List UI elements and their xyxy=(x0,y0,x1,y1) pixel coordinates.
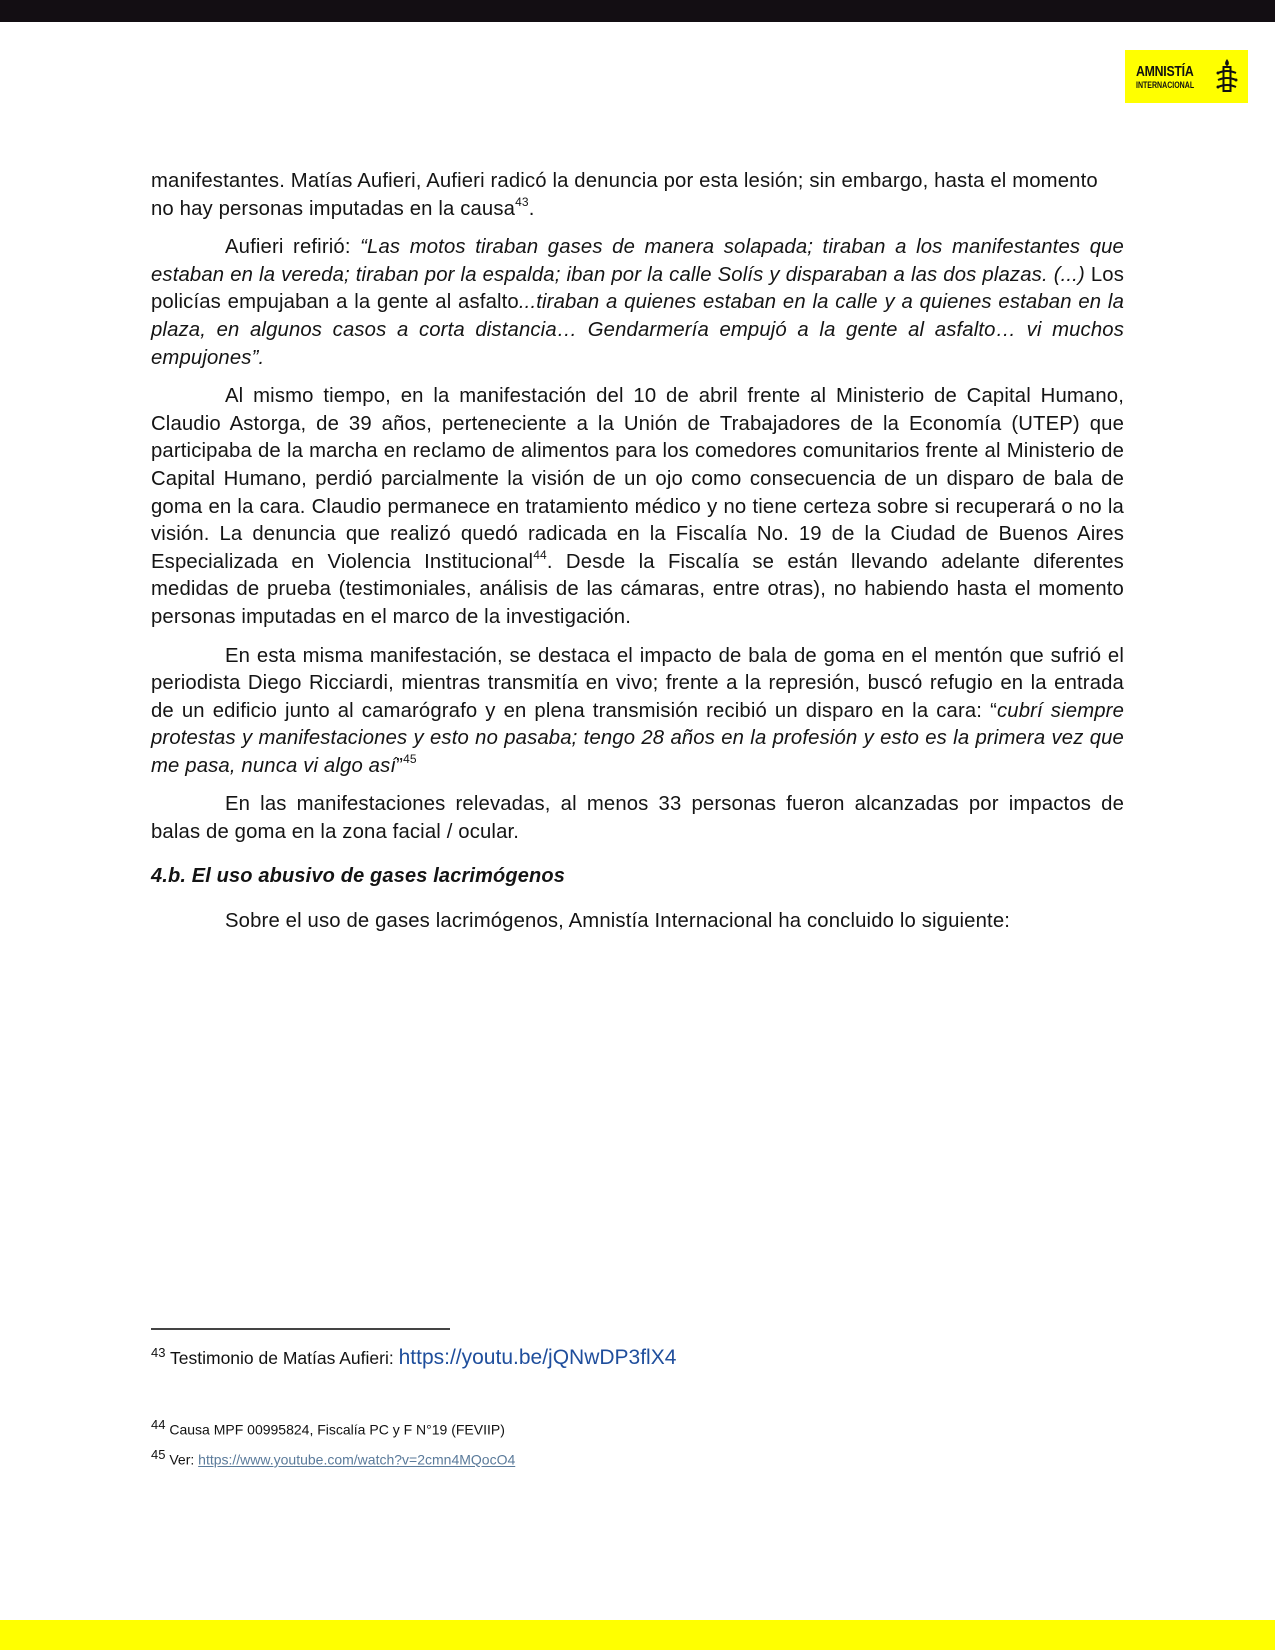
logo-line1: AMNISTÍA xyxy=(1136,62,1194,80)
paragraph-33-personas: En las manifestaciones relevadas, al menos 33 personas fueron alcanzadas por impactos de balas de goma en la zona facial / ocular. xyxy=(151,793,1124,844)
amnesty-logo xyxy=(1125,50,1248,103)
paragraph-aufieri-denuncia: manifestantes. Matías Aufieri, Aufieri radicó la denuncia por esta lesión; sin embargo, hasta el momento no hay personas imputadas en la causa$^{43}$. xyxy=(151,170,1098,220)
paragraph-gases-intro: Sobre el uso de gases lacrimógenos, Amnistía Internacional ha concluido lo siguiente: xyxy=(225,910,1011,933)
footnote-43-link[interactable]: https://youtu.be/jQNwDP3flX4 xyxy=(398,1345,677,1369)
footnote-44: $^{44}$ Causa MPF 00995824, Fiscalía PC y F N°19 (FEVIIP) xyxy=(151,1417,505,1438)
paragraph-ricciardi: En esta misma manifestación, se destaca el impacto de bala de goma en el mentón que sufrió el periodista Diego Ricciardi, mientras transmitía en vivo; frente a la represión, buscó refugio en la entrada de un edificio junto al camarógrafo y en plena transmisión recibió un disparo en la cara: “cubrí siempre protestas y manifestaciones y esto no pasaba; tengo 28 años en la profesión y esto es la primera vez que me pasa, nunca vi algo así”$^{45}$ xyxy=(151,644,1124,777)
logo-text xyxy=(1136,64,1211,90)
footnote-separator xyxy=(151,1328,450,1330)
footnote-45: $^{45}$ Ver: https://www.youtube.com/watch?v=2cmn4MQocO4 xyxy=(151,1447,516,1468)
bottom-yellow-band xyxy=(0,1620,1275,1650)
footnote-ref-43[interactable]: 43 xyxy=(515,194,529,209)
footnote-43: $^{43}$ Testimonio de Matías Aufieri: https://youtu.be/jQNwDP3flX4 xyxy=(151,1345,677,1369)
document-body xyxy=(151,168,1124,947)
paragraph-astorga: Al mismo tiempo, en la manifestación del 10 de abril frente al Ministerio de Capital Humano, Claudio Astorga, de 39 años, perteneciente a la Unión de Trabajadores de la Economía (UTEP) que participaba de la marcha en reclamo de alimentos para los comedores comunitarios frente al Ministerio de Capital Humano, perdió parcialmente la visión de un ojo como consecuencia de un disparo de bala de goma en la cara. Claudio permanece en tratamiento médico y no tiene certeza sobre si recuperará o no la visión. La denuncia que realizó quedó radicada en la Fiscalía No. 19 de la Ciudad de Buenos Aires Especializada en Violencia Institucional$^{44}$. Desde la Fiscalía se están llevando adelante diferentes medidas de prueba (testimoniales, análisis de las cámaras, entre otras), no habiendo hasta el momento personas imputadas en el marco de la investigación. xyxy=(151,385,1124,628)
footnote-45-link[interactable]: https://www.youtube.com/watch?v=2cmn4MQocO4 xyxy=(198,1451,516,1468)
top-dark-bar xyxy=(0,0,1275,22)
candle-barbed-wire-icon xyxy=(1215,58,1239,94)
section-heading-4b: 4.b. El uso abusivo de gases lacrimógenos xyxy=(151,864,566,887)
paragraph-aufieri-quote: Aufieri refirió: “Las motos tiraban gases de manera solapada; tiraban a los manifestantes que estaban en la vereda; tiraban por la espalda; iban por la calle Solís y disparaban a las dos plazas. (...) Los policías empujaban a la gente al asfalto...tiraban a quienes estaban en la calle y a quienes estaban en la plaza, en algunos casos a corta distancia… Gendarmería empujó a la gente al asfalto… vi muchos empujones”. xyxy=(151,236,1125,369)
logo-line2: INTERNACIONAL xyxy=(1136,79,1195,90)
footnote-ref-45[interactable]: 45 xyxy=(403,752,417,767)
footnote-ref-44[interactable]: 44 xyxy=(533,547,547,562)
